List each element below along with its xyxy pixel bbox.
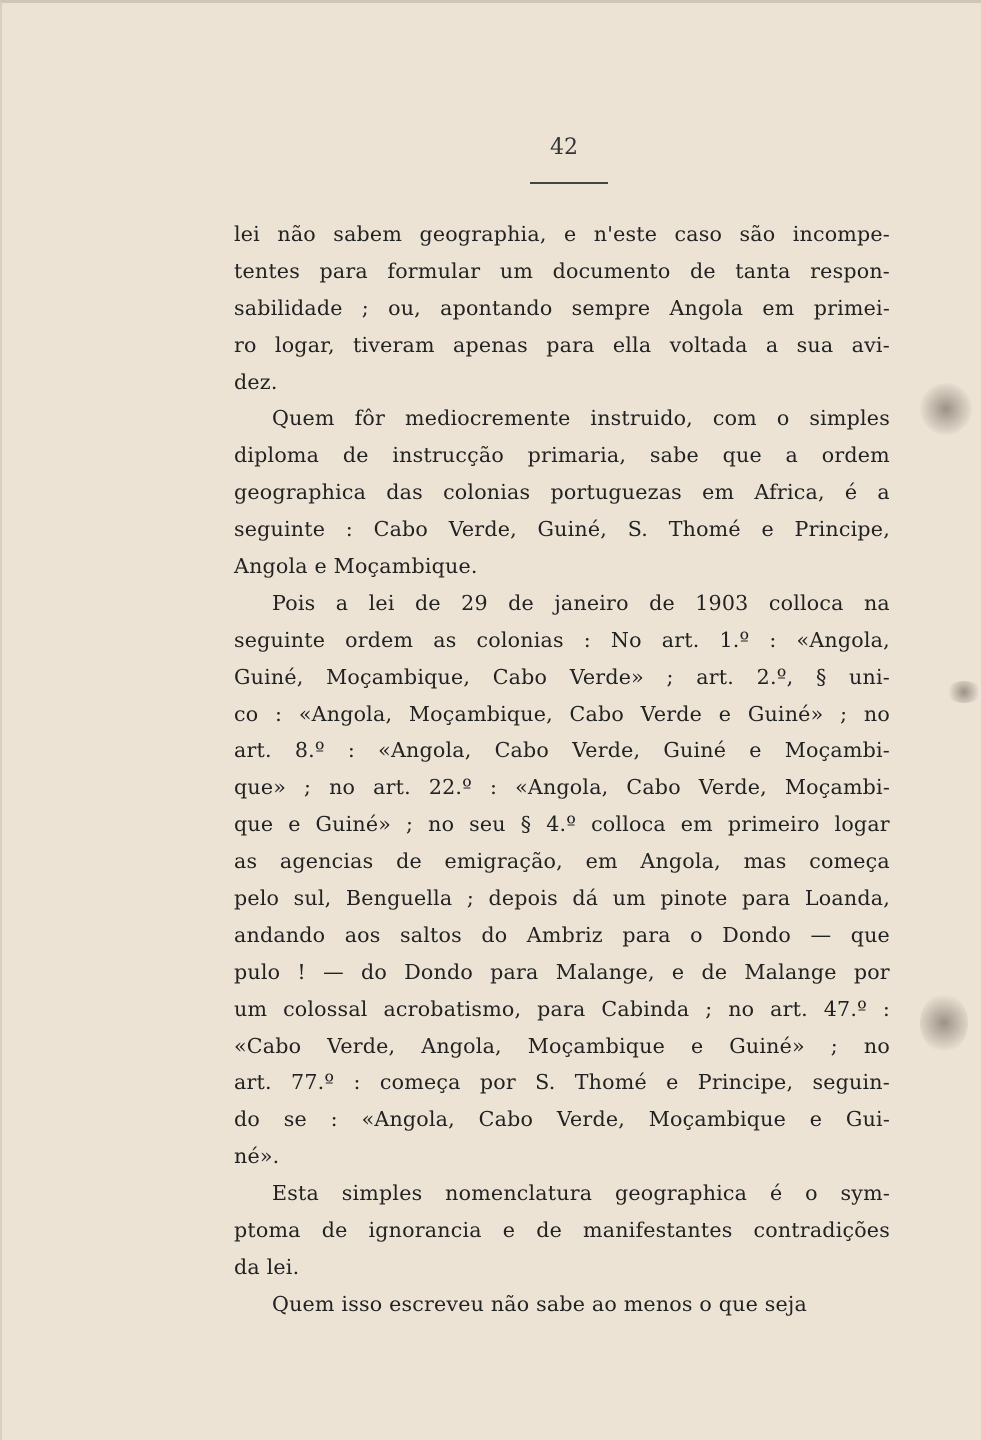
- paragraph: [234, 1175, 890, 1286]
- text-line: pulo ! — do Dondo para Malange, e de Malange por: [234, 959, 890, 984]
- text-line: Angola e Moçambique.: [234, 554, 478, 579]
- text-line: as agencias de emigração, em Angola, mas começa: [234, 849, 890, 874]
- ink-stain-3: [920, 993, 968, 1053]
- text-line: né».: [234, 1144, 280, 1169]
- text-line: Quem isso escreveu não sabe ao menos o que seja: [272, 1291, 807, 1316]
- text-line: lei não sabem geographia, e n'este caso são incompe-: [234, 222, 890, 246]
- text-line: tentes para formular um documento de tanta respon-: [234, 258, 890, 283]
- text-line: diploma de instrucção primaria, sabe que a ordem: [234, 443, 890, 468]
- text-line: Pois a lei de 29 de janeiro de 1903 colloca na: [272, 590, 890, 615]
- text-line: andando aos saltos do Ambriz para o Dondo — que: [234, 922, 890, 947]
- body-text: [234, 216, 890, 1323]
- paragraph: [234, 1286, 890, 1323]
- text-line: sabilidade ; ou, apontando sempre Angola em primei-: [234, 295, 890, 320]
- text-line: que» ; no art. 22.º : «Angola, Cabo Verde, Moçambi-: [234, 775, 890, 800]
- paragraph: [234, 585, 890, 1175]
- text-line: dez.: [234, 369, 278, 394]
- text-line: Quem fôr mediocremente instruido, com o simples: [272, 406, 890, 431]
- text-line: geographica das colonias portuguezas em Africa, é a: [234, 480, 890, 505]
- text-line: Guiné, Moçambique, Cabo Verde» ; art. 2.º, § uni-: [234, 664, 890, 689]
- text-line: art. 77.º : começa por S. Thomé e Principe, seguin-: [234, 1070, 890, 1095]
- text-line: Esta simples nomenclatura geographica é o sym-: [272, 1181, 890, 1206]
- text-line: do se : «Angola, Cabo Verde, Moçambique e Gui-: [234, 1107, 890, 1132]
- paragraph: [234, 400, 890, 584]
- text-line: da lei.: [234, 1254, 300, 1279]
- text-line: art. 8.º : «Angola, Cabo Verde, Guiné e Moçambi-: [234, 738, 890, 763]
- text-line: ro logar, tiveram apenas para ella voltada a sua avi-: [234, 332, 890, 357]
- text-line: seguinte : Cabo Verde, Guiné, S. Thomé e Principe,: [234, 517, 890, 542]
- page-number: 42: [550, 135, 578, 160]
- text-line: pelo sul, Benguella ; depois dá um pinote para Loanda,: [234, 886, 890, 911]
- ink-stain-2: [946, 681, 981, 703]
- paragraph: [234, 216, 890, 400]
- text-line: que e Guiné» ; no seu § 4.º colloca em primeiro logar: [234, 812, 890, 837]
- ink-stain-1: [920, 383, 972, 435]
- text-line: ptoma de ignorancia e de manifestantes contradições: [234, 1218, 890, 1243]
- header-rule: [530, 182, 608, 184]
- text-line: seguinte ordem as colonias : No art. 1.º : «Angola,: [234, 627, 890, 652]
- text-line: «Cabo Verde, Angola, Moçambique e Guiné» ; no: [234, 1033, 890, 1058]
- text-line: um colossal acrobatismo, para Cabinda ; no art. 47.º :: [234, 996, 890, 1021]
- text-line: co : «Angola, Moçambique, Cabo Verde e Guiné» ; no: [234, 701, 890, 726]
